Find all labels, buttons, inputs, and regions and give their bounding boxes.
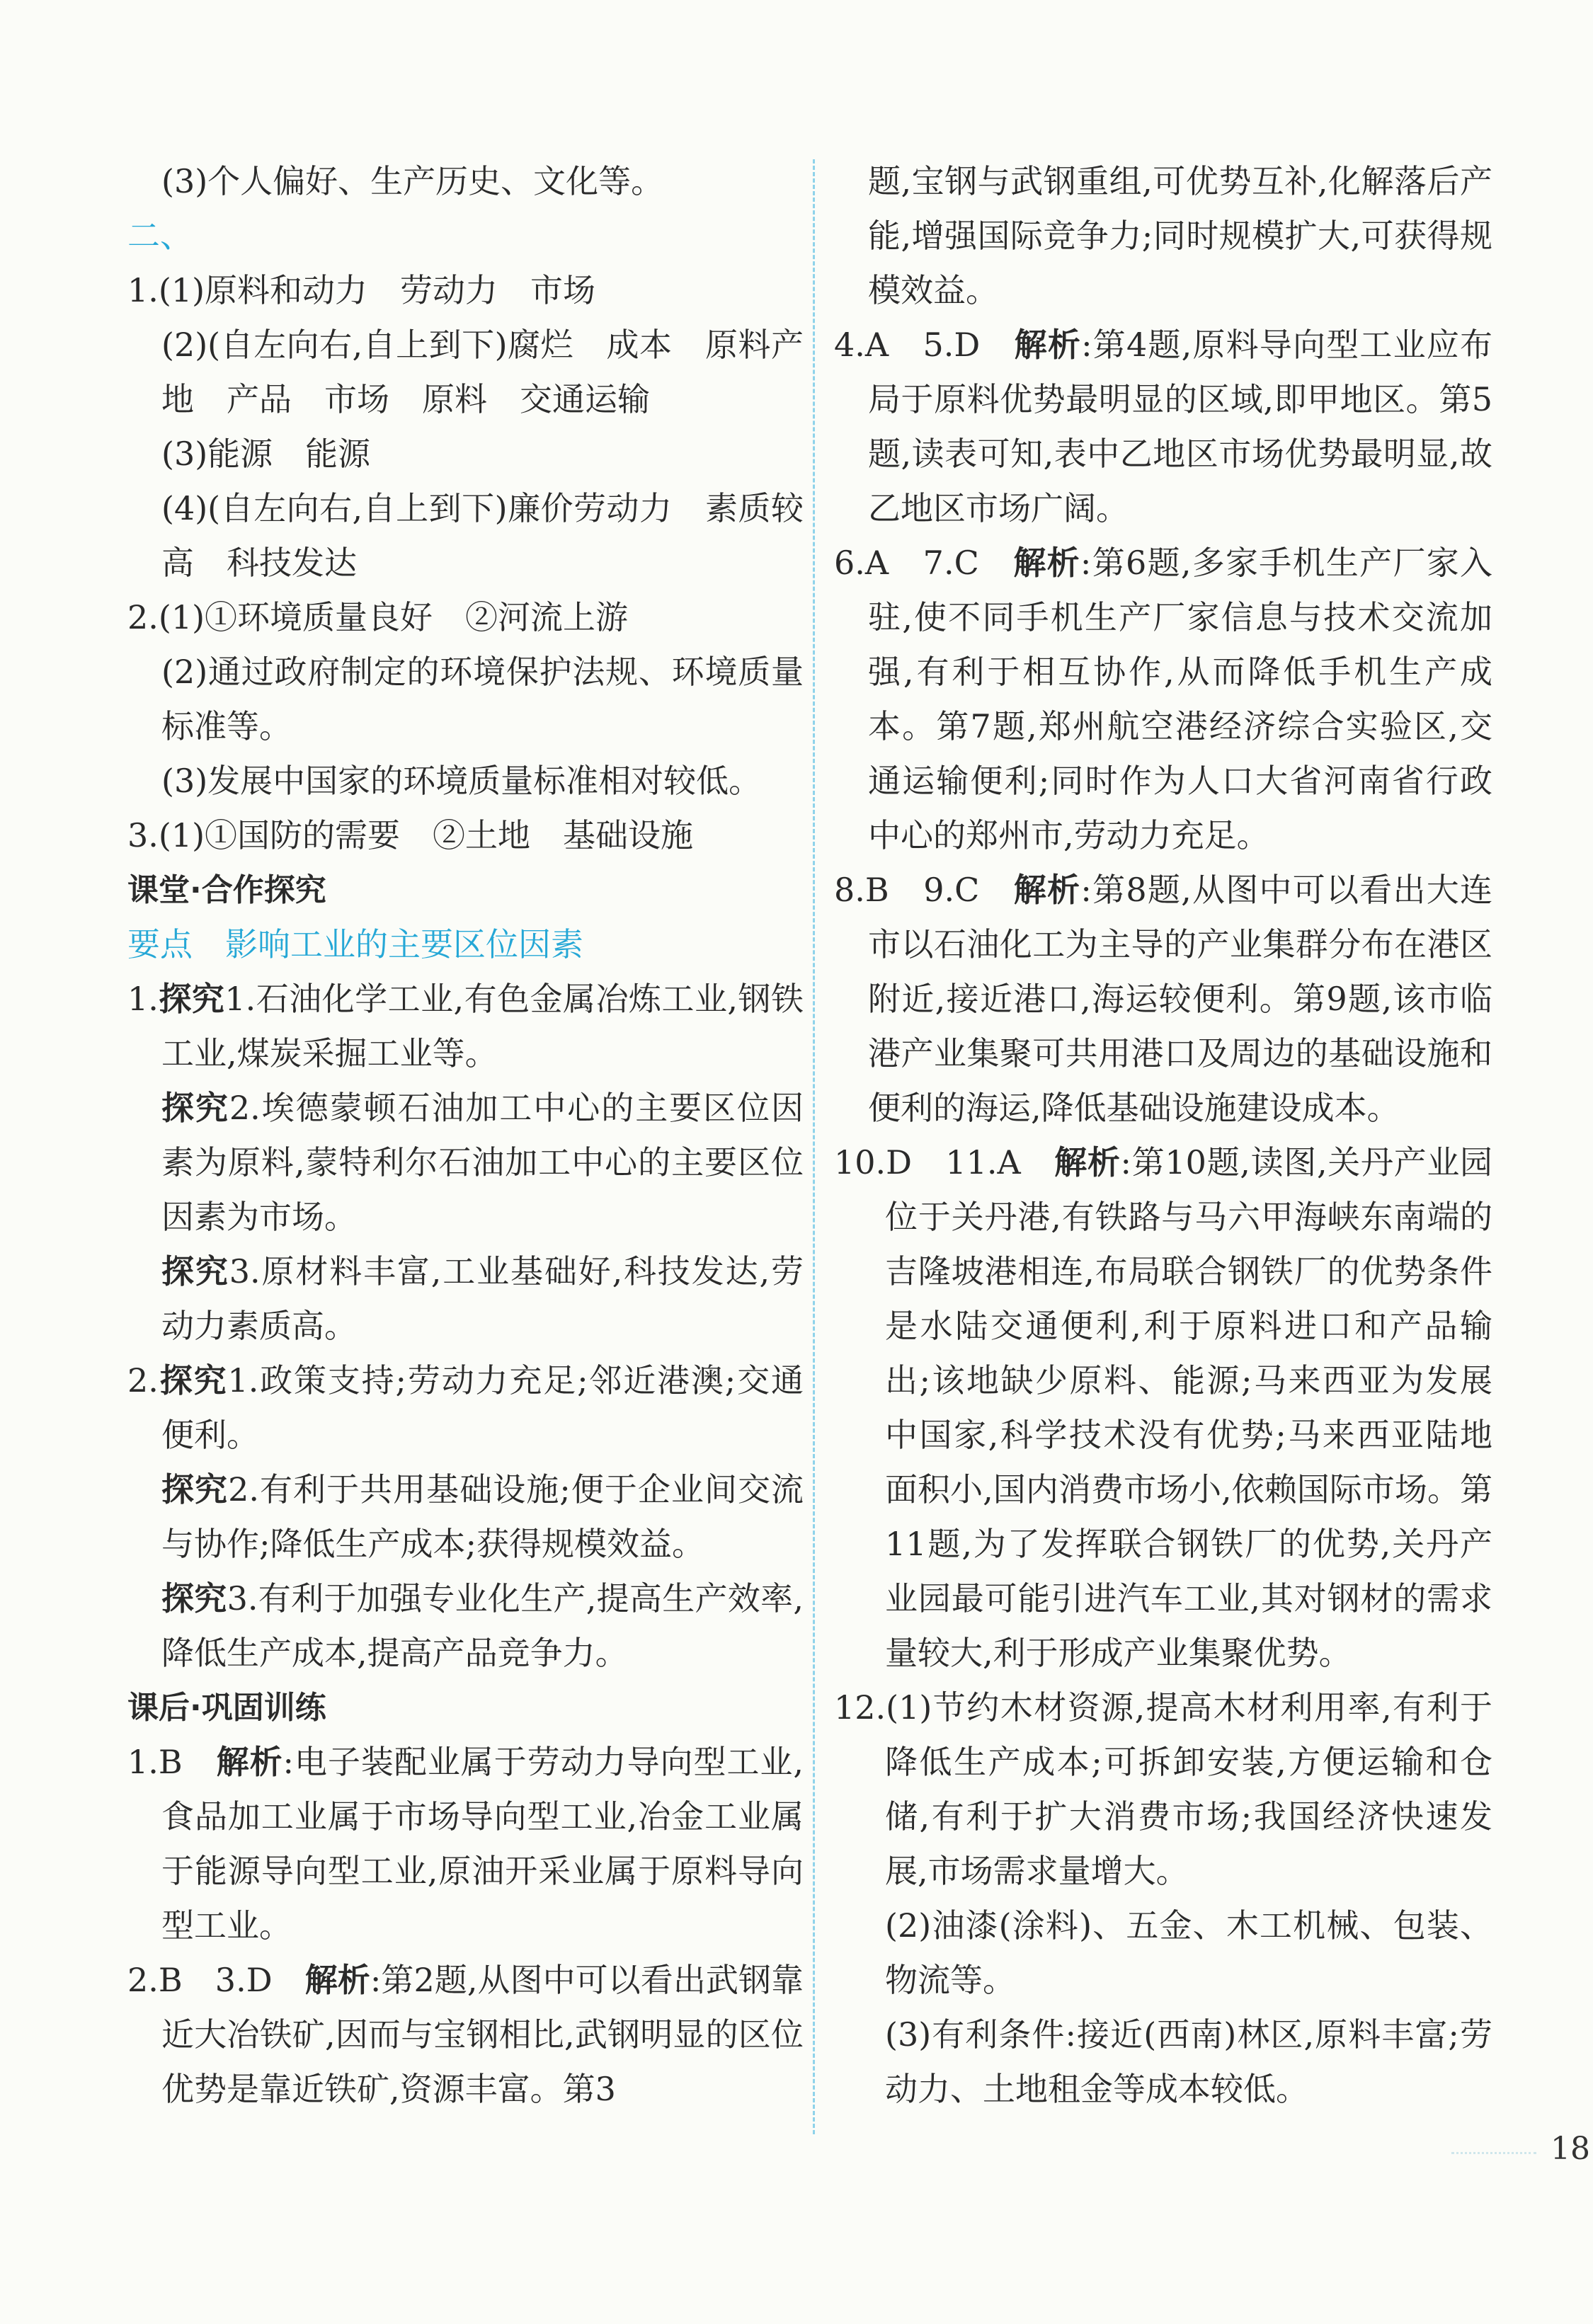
label-tag: 解析 [1013, 871, 1081, 909]
paragraph-text: :第8题,从图中可以看出大连市以石油化工为主导的产业集群分布在港区附近,接近港口,海运较便利。第9题,该市临港产业集聚可共用港口及周边的基础设施和便利的海运,降低基础设施建设成本。 [868, 871, 1493, 1127]
paragraph-text: 2.埃德蒙顿石油加工中心的主要区位因素为原料,蒙特利尔石油加工中心的主要区位因素为市场。 [161, 1089, 804, 1236]
left-paragraph [127, 754, 804, 808]
left-paragraph [127, 972, 804, 1081]
paragraph-text: 1.政策支持;劳动力充足;邻近港澳;交通便利。 [161, 1361, 804, 1454]
left-paragraph [127, 1735, 804, 1953]
paragraph-text: (3)个人偏好、生产历史、文化等。 [161, 162, 664, 200]
paragraph-text: :第2题,从图中可以看出武钢靠近大冶铁矿,因而与宝钢相比,武钢明显的区位优势是靠近铁矿,资源丰富。第3 [161, 1961, 804, 2108]
paragraph-text: (2)通过政府制定的环境保护法规、环境质量标准等。 [161, 653, 804, 745]
paragraph-text: :第6题,多家手机生产厂家入驻,使不同手机生产厂家信息与技术交流加强,有利于相互协作,从而降低手机生产成本。第7题,郑州航空港经济综合实验区,交通运输便利;同时作为人口大省河南省行政中心的郑州市,劳动力充足。 [868, 544, 1493, 854]
paragraph-text: 题,宝钢与武钢重组,可优势互补,化解落后产能,增强国际竞争力;同时规模扩大,可获得规模效益。 [868, 162, 1492, 309]
right-paragraph [834, 2008, 1492, 2117]
left-paragraph [127, 154, 804, 209]
paragraph-text: 1.(1)原料和动力 劳动力 市场 [127, 271, 596, 309]
paragraph-text: :电子装配业属于劳动力导向型工业,食品加工业属于市场导向型工业,冶金工业属于能源导向型工业,原油开采业属于原料导向型工业。 [161, 1743, 804, 1945]
paragraph-text: 要点 影响工业的主要区位因素 [127, 925, 583, 963]
right-paragraph [834, 536, 1492, 863]
label-tag: 解析 [216, 1743, 283, 1781]
answer-number: 1. [127, 980, 159, 1018]
paragraph-text: (2)(自左向右,自上到下)腐烂 成本 原料产地 产品 市场 原料 交通运输 [161, 326, 804, 418]
label-tag: 探究 [161, 1089, 229, 1127]
paragraph-text: 3.(1)①国防的需要 ②土地 基础设施 [127, 816, 694, 854]
right-paragraph [834, 863, 1492, 1135]
paragraph-text: (3)有利条件:接近(西南)林区,原料丰富;劳动力、土地租金等成本较低。 [885, 2015, 1492, 2108]
answer-number: 1.B [127, 1743, 217, 1781]
answer-number: 8.B 9.C [834, 871, 1014, 909]
paragraph-text: 3.原材料丰富,工业基础好,科技发达,劳动力素质高。 [161, 1252, 804, 1345]
answer-number: 10.D 11.A [834, 1143, 1055, 1181]
left-paragraph [127, 318, 804, 427]
left-paragraph [127, 808, 804, 863]
page-number-dots [1451, 2152, 1536, 2154]
answer-number: 2.B 3.D [127, 1961, 305, 1999]
left-paragraph [127, 263, 804, 318]
paragraph-text: (2)油漆(涂料)、五金、木工机械、包装、物流等。 [885, 1906, 1492, 1999]
right-paragraph [834, 1681, 1492, 1899]
left-paragraph [127, 645, 804, 754]
label-tag: 解析 [1014, 326, 1082, 364]
left-paragraph [127, 1681, 804, 1735]
left-paragraph [127, 1081, 804, 1244]
paragraph-text: (3)发展中国家的环境质量标准相对较低。 [161, 762, 762, 800]
answer-number: 6.A 7.C [834, 544, 1014, 582]
answer-number: 2. [127, 1361, 159, 1399]
paragraph-text: 1.石油化学工业,有色金属冶炼工业,钢铁工业,煤炭采掘工业等。 [161, 980, 804, 1072]
label-tag: 解析 [304, 1961, 370, 1999]
left-paragraph [127, 863, 804, 917]
right-paragraph [834, 1135, 1492, 1681]
paragraph-text: 二、 [127, 217, 193, 255]
paragraph-text: 2.(1)①环境质量良好 ②河流上游 [127, 598, 629, 636]
label-tag: 探究 [158, 980, 225, 1018]
paragraph-text: 课堂·合作探究 [127, 872, 326, 908]
column-divider [813, 159, 815, 2134]
paragraph-text: :第4题,原料导向型工业应布局于原料优势最明显的区域,即甲地区。第5题,读表可知,表中乙地区市场优势最明显,故乙地区市场广阔。 [868, 326, 1493, 527]
left-paragraph [127, 917, 804, 972]
paragraph-text: 12.(1)节约木材资源,提高木材利用率,有利于降低生产成本;可拆卸安装,方便运输和仓储,有利于扩大消费市场;我国经济快速发展,市场需求量增大。 [834, 1688, 1492, 1890]
left-paragraph [127, 1353, 804, 1462]
left-paragraph [127, 209, 804, 263]
left-paragraph [127, 1244, 804, 1353]
label-tag: 探究 [161, 1252, 229, 1290]
label-tag: 解析 [1013, 544, 1080, 582]
right-paragraph [834, 318, 1492, 536]
right-paragraph [834, 1899, 1492, 2008]
paragraph-text: 3.有利于加强专业化生产,提高生产效率,降低生产成本,提高产品竞争力。 [161, 1579, 804, 1672]
paragraph-text: :第10题,读图,关丹产业园位于关丹港,有铁路与马六甲海峡东南端的吉隆坡港相连,布局联合钢铁厂的优势条件是水陆交通便利,利于原料进口和产品输出;该地缺少原料、能源;马来西亚为发展中国家,科学技术没有优势;马来西亚陆地面积小,国内消费市场小,依赖国际市场。第11题,为了发挥联合钢铁厂的优势,关丹产业园最可能引进汽车工业,其对钢材的需求量较大,利于形成产业集聚优势。 [885, 1143, 1493, 1672]
paragraph-text: 2.有利于共用基础设施;便于企业间交流与协作;降低生产成本;获得规模效益。 [161, 1470, 804, 1563]
label-tag: 探究 [158, 1361, 228, 1399]
label-tag: 探究 [161, 1579, 227, 1618]
left-paragraph [127, 590, 804, 645]
left-paragraph [127, 427, 804, 481]
page-number: 18 [1551, 2131, 1590, 2167]
right-column [834, 154, 1492, 2117]
left-column [127, 154, 804, 2117]
paragraph-text: (3)能源 能源 [161, 435, 371, 473]
left-paragraph [127, 1572, 804, 1681]
label-tag: 探究 [161, 1470, 229, 1509]
label-tag: 解析 [1054, 1143, 1121, 1181]
left-paragraph [127, 481, 804, 590]
left-paragraph [127, 1462, 804, 1572]
left-paragraph [127, 1953, 804, 2117]
paragraph-text: 课后·巩固训练 [127, 1690, 326, 1726]
right-paragraph [834, 154, 1492, 318]
answer-number: 4.A 5.D [834, 326, 1015, 364]
paragraph-text: (4)(自左向右,自上到下)廉价劳动力 素质较高 科技发达 [161, 489, 804, 582]
